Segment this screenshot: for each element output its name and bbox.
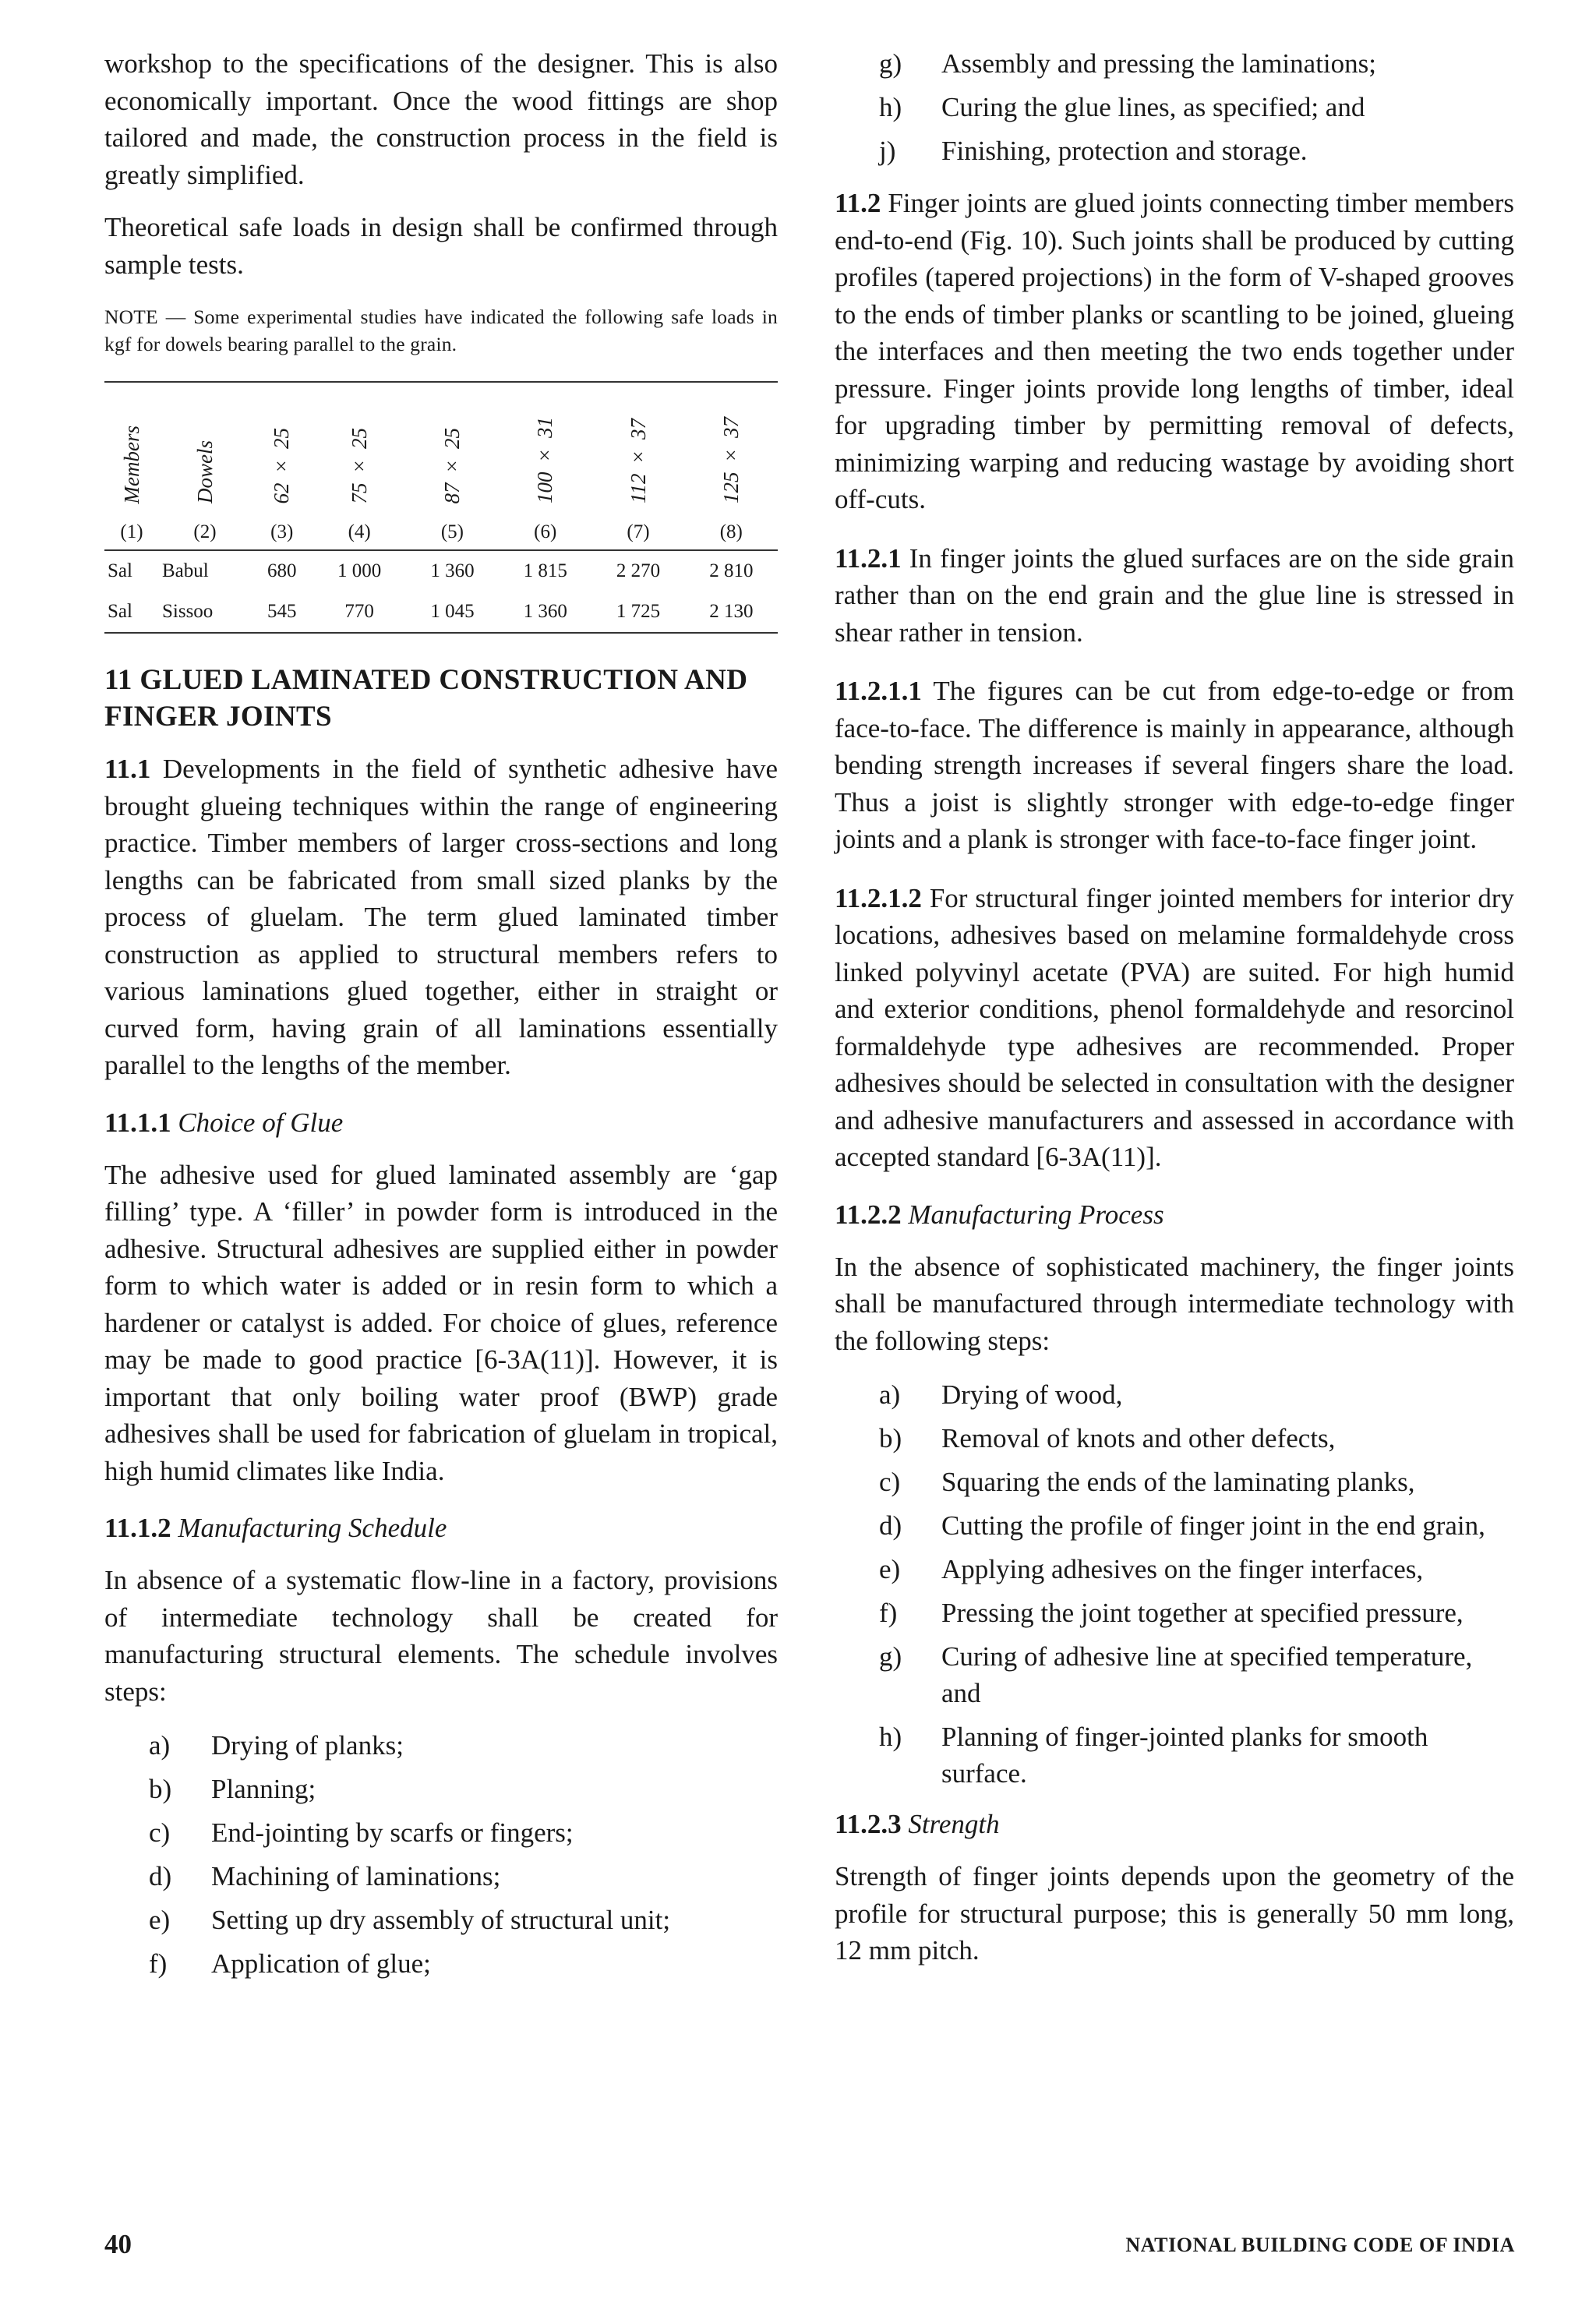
table-colnum: (6) <box>499 515 591 550</box>
clause-11-2-2-text: In the absence of sophisticated machinery, the finger joints shall be manufactured through intermediate technology with the following steps: <box>835 1251 1514 1356</box>
list-item: b) Planning; <box>149 1774 316 1804</box>
clause-number: 11.2.1.2 <box>835 882 922 913</box>
clause-title: Manufacturing Process <box>908 1199 1164 1230</box>
clause-11-1-2-heading <box>104 1510 778 1546</box>
table-cell: Sal <box>104 592 159 633</box>
table-colnum: (3) <box>251 515 313 550</box>
manufacturing-process-list <box>835 1376 1514 1792</box>
table-row <box>104 592 778 633</box>
manufacturing-schedule-list <box>104 1727 778 1982</box>
list-item: c) End-jointing by scarfs or fingers; <box>149 1817 574 1848</box>
manufacturing-schedule-list-continued <box>835 45 1514 169</box>
clause-11-1-1-text: The adhesive used for glued laminated assembly are ‘gap filling’ type. A ‘filler’ in powder form is introduced in the adhesive. Structural adhesives are supplied either in powder form to which water is added or in resin form to which a hardener or catalyst is added. For choice of glues, reference may be made to good practice [6-3A(11)]. However, it is important that only boiling water proof (BWP) grade adhesives shall be used for fabrication of gluelam in tropical, high humid climates like India. <box>104 1159 778 1486</box>
table-header-members: Members <box>104 382 159 515</box>
safe-loads-table <box>104 381 778 634</box>
note-paragraph: NOTE — Some experimental studies have indicated the following safe loads in kgf for dowels bearing parallel to the grain. <box>104 306 778 355</box>
clause-text: Finger joints are glued joints connecting timber members end-to-end (Fig. 10). Such joints shall be produced by cutting profiles (tapered projections) in the form of V-shaped grooves to the ends of timber planks or scantling to be joined, glueing the interfaces and then meeting the two ends together under pressure. Finger joints provide long lengths of timber, ideal for upgrading timber by permitting removal of defects, minimizing warping and reducing wastage by avoiding short off-cuts. <box>835 188 1514 514</box>
list-item: j) Finishing, protection and storage. <box>879 136 1308 166</box>
left-column <box>104 45 778 1989</box>
clause-11-2-1-2 <box>835 880 1514 1176</box>
table-colnum: (1) <box>104 515 159 550</box>
clause-11-2-1 <box>835 540 1514 652</box>
table-cell: 1 725 <box>591 592 684 633</box>
table-cell: 680 <box>267 560 297 581</box>
clause-number: 11.1.1 <box>104 1107 171 1138</box>
right-column <box>835 45 1514 1969</box>
list-item: e) Setting up dry assembly of structural unit; <box>149 1905 671 1935</box>
table-header-col4: 75 × 25 <box>313 382 406 515</box>
table-header-col5: 87 × 25 <box>406 382 499 515</box>
clause-11-1-2-text: In absence of a systematic flow-line in a factory, provisions of intermediate technology shall be created for manufacturing structural elements. The schedule involves steps: <box>104 1565 778 1707</box>
table-header-col3: 62 × 25 <box>251 382 313 515</box>
list-item: b) Removal of knots and other defects, <box>879 1423 1336 1453</box>
table-cell: 545 <box>251 592 313 633</box>
clause-11-1 <box>104 751 778 1084</box>
clause-text: The figures can be cut from edge-to-edge or from face-to-face. The difference is mainly in appearance, although bending strength increases if several fingers share the load. Thus a joist is slightly stronger with edge-to-edge finger joints and a plank is stronger with face-to-face finger joint. <box>835 676 1514 854</box>
list-item: f) Application of glue; <box>149 1948 431 1979</box>
clause-11-2-3-text: Strength of finger joints depends upon the geometry of the profile for structural purpose; this is generally 50 mm long, 12 mm pitch. <box>835 1861 1514 1966</box>
publication-title: NATIONAL BUILDING CODE OF INDIA <box>1125 2234 1515 2256</box>
list-item: d) Cutting the profile of finger joint in the end grain, <box>879 1510 1485 1541</box>
table-header-col8: 125 × 37 <box>685 382 778 515</box>
table-row <box>104 550 778 592</box>
list-item: g) Assembly and pressing the laminations; <box>879 48 1376 79</box>
table-header-col7: 112 × 37 <box>591 382 684 515</box>
list-item: h) Planning of finger-jointed planks for smooth surface. <box>879 1722 1428 1789</box>
table-cell: 1 000 <box>337 560 382 581</box>
table-cell: 2 270 <box>616 560 661 581</box>
clause-text: In finger joints the glued surfaces are on the side grain rather than on the end grain and the glue line is stressed in shear rather in tension. <box>835 542 1515 648</box>
list-item: a) Drying of wood, <box>879 1379 1123 1410</box>
table-cell: 770 <box>313 592 406 633</box>
list-item: f) Pressing the joint together at specified pressure, <box>879 1598 1464 1628</box>
clause-number: 11.2 <box>835 188 881 218</box>
clause-number: 11.2.1.1 <box>835 676 922 706</box>
clause-title: Manufacturing Schedule <box>178 1513 447 1543</box>
table-colnum: (2) <box>159 515 251 550</box>
clause-title: Choice of Glue <box>178 1107 344 1138</box>
table-cell: 1 360 <box>430 560 475 581</box>
list-item: d) Machining of laminations; <box>149 1861 501 1891</box>
table-cell: Babul <box>162 560 209 581</box>
clause-number: 11.2.3 <box>835 1809 902 1839</box>
list-item: g) Curing of adhesive line at specified temperature, and <box>879 1641 1473 1708</box>
table-cell: Sissoo <box>159 592 251 633</box>
clause-text: For structural finger jointed members for interior dry locations, adhesives based on melamine formaldehyde cross linked polyvinyl acetate (PVA) are suited. For high humid and exterior conditions, phenol formaldehyde and resorcinol formaldehyde type adhesives are recommended. Proper adhesives should be selected in consultation with the designer and adhesive manufacturers and assessed in accordance with accepted standard [6-3A(11)]. <box>835 882 1514 1172</box>
clause-number: 11.2.1 <box>835 542 902 574</box>
section-11-heading: 11 GLUED LAMINATED CONSTRUCTION AND FINGER JOINTS <box>104 664 748 733</box>
table-cell: Sal <box>108 560 132 581</box>
clause-number: 11.1 <box>104 754 151 784</box>
list-item: h) Curing the glue lines, as specified; and <box>879 92 1365 122</box>
clause-11-2-3-heading <box>835 1806 1514 1842</box>
table-cell: 1 815 <box>523 560 567 581</box>
theoretical-loads-paragraph: Theoretical safe loads in design shall be confirmed through sample tests. <box>104 212 778 280</box>
table-colnum: (7) <box>591 515 684 550</box>
list-item: c) Squaring the ends of the laminating planks, <box>879 1467 1415 1497</box>
table-cell: 2 810 <box>709 560 754 581</box>
table-colnum: (4) <box>313 515 406 550</box>
clause-11-2-1-1 <box>835 673 1514 858</box>
list-item: a) Drying of planks; <box>149 1730 404 1761</box>
clause-11-1-1-heading <box>104 1104 778 1141</box>
intro-paragraph: workshop to the specifications of the designer. This is also economically important. Once the wood fittings are shop tailored and made, the construction process in the field is greatly simplified. <box>104 48 778 190</box>
table-header-dowels: Dowels <box>159 382 251 515</box>
table-cell: 1 360 <box>499 592 591 633</box>
table-cell: 1 045 <box>406 592 499 633</box>
clause-title: Strength <box>908 1809 1000 1839</box>
list-item: e) Applying adhesives on the finger interfaces, <box>879 1554 1424 1584</box>
clause-11-2 <box>835 185 1514 518</box>
page-number: 40 <box>104 2229 132 2259</box>
clause-number: 11.2.2 <box>835 1199 902 1230</box>
clause-text: Developments in the field of synthetic adhesive have brought glueing techniques within the range of engineering practice. Timber members of larger cross-sections and long lengths can be fabricated from small sized planks by the process of gluelam. The term glued laminated timber construction as applied to structural members refers to various laminations glued together, either in straight or curved form, having grain of all laminations essentially parallel to the lengths of the member. <box>104 754 778 1080</box>
clause-11-2-2-heading <box>835 1196 1514 1233</box>
table-cell: 2 130 <box>685 592 778 633</box>
table-header-col6: 100 × 31 <box>499 382 591 515</box>
table-colnum: (8) <box>685 515 778 550</box>
clause-number: 11.1.2 <box>104 1513 171 1543</box>
table-colnum: (5) <box>406 515 499 550</box>
